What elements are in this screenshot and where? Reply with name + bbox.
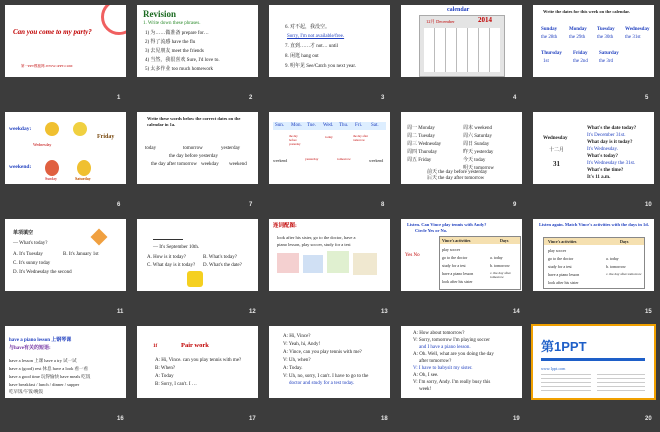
section-label: 1f xyxy=(153,344,158,349)
cartoon-icon xyxy=(45,122,59,136)
table-row: look after his sister xyxy=(442,279,473,284)
weekday-label: weekday: xyxy=(9,126,32,132)
slide-heading: Write these words below the correct dates on the calendar in 1a. xyxy=(147,116,241,127)
table-row: go to the doctor xyxy=(548,256,574,261)
info-block xyxy=(597,374,645,392)
qa-line: What's the date today? xyxy=(587,126,637,131)
slide-number: 19 xyxy=(513,416,520,422)
option: B. It's January 1st xyxy=(63,252,99,257)
slide-number: 9 xyxy=(513,202,517,208)
decorative-ring xyxy=(101,5,126,35)
day-label: Friday xyxy=(573,51,588,56)
dialog-line: V: Yeah, hi, Andy! xyxy=(283,342,321,347)
slide-footer: 第一PPT模板网-WWW.1PPT.COM xyxy=(21,64,73,68)
table-row: play soccer xyxy=(442,247,461,252)
day-label: Wednesday xyxy=(625,27,650,32)
text-line: look after his sister, go to the doctor, have a xyxy=(277,235,356,240)
day-header: Tue. xyxy=(307,123,316,128)
day-header: Sat. xyxy=(371,123,379,128)
slide-6[interactable] xyxy=(5,112,126,184)
option: A. How is it today? xyxy=(147,255,187,260)
dialog-line: A: Today. xyxy=(283,366,303,371)
vocab-row: 周末 weekend xyxy=(463,126,493,131)
cartoon-icon xyxy=(73,122,87,136)
qa-line: It's Wednesday the 31st. xyxy=(587,161,636,166)
dialog-line: A: How about tomorrow? xyxy=(413,331,465,336)
brand-url: www.1ppt.com xyxy=(541,366,566,371)
slide-number: 11 xyxy=(117,309,124,315)
slide-15[interactable] xyxy=(533,219,654,291)
dialog-line: A: Hi, Vince? xyxy=(283,334,311,339)
slide-number: 17 xyxy=(249,416,256,422)
dialog-line: A: Oh, I see. xyxy=(413,373,439,378)
qa-line: It's December 31st. xyxy=(587,133,626,138)
slide-title: have a piano lesson 上钢琴课 xyxy=(9,338,72,343)
picture xyxy=(303,255,323,273)
dialog-line: A: Hi, Vince. can you play tennis with me? xyxy=(155,358,242,363)
slide-heading: Write the dates for this week on the calendar. xyxy=(543,9,630,14)
calendar-month: 12月 December xyxy=(426,19,455,24)
slide-16[interactable] xyxy=(5,326,126,398)
slide-number: 2 xyxy=(249,95,253,101)
table-row: go to the doctor xyxy=(442,255,468,260)
windmill-icon xyxy=(91,229,108,246)
date-value: 1st xyxy=(543,59,549,64)
slide-subheading: Circle Yes or No. xyxy=(415,228,448,233)
vocab-row: 周三 Wednesday xyxy=(407,142,442,147)
day-header: Fri. xyxy=(355,123,363,128)
day-option: c. the day after tomorrow xyxy=(490,271,511,279)
cartoon-icon xyxy=(45,160,59,176)
text-line: Sorry, I'm not available/free. xyxy=(287,34,345,39)
table-row: have a piano lesson xyxy=(442,271,474,276)
option: D. It's Wednesday the second xyxy=(13,270,72,275)
word: the day after tomorrow xyxy=(151,162,197,167)
slide-number: 4 xyxy=(513,95,517,101)
day-option: b. tomorrow xyxy=(606,264,626,269)
picture xyxy=(327,251,349,273)
text-line: piano lesson, play soccer, study for a test xyxy=(277,242,351,247)
day-label: Monday xyxy=(569,27,587,32)
day-label: Tuesday xyxy=(597,27,615,32)
day-option: a. today xyxy=(606,256,619,261)
day-option: a. today xyxy=(490,255,503,260)
qa-line: What's the time? xyxy=(587,168,624,173)
weekend-label: weekend: xyxy=(9,164,32,170)
slide-13[interactable] xyxy=(269,219,390,291)
dialog-line: after tomorrow? xyxy=(419,359,452,364)
date-value: the 29th xyxy=(569,35,586,40)
day-label: Wednesday xyxy=(33,142,52,147)
vocab-row: 周一 Monday xyxy=(407,126,435,131)
phrase-line: 1) 为……做准备 prepare for… xyxy=(145,31,209,36)
qa-line: It's Wednesday. xyxy=(587,147,618,152)
vocab-row: 前天 the day before yesterday xyxy=(427,170,488,175)
day-label: Sunday xyxy=(541,27,558,32)
slide-19[interactable] xyxy=(401,326,522,398)
calendar-label: weekend xyxy=(273,158,288,163)
slide-number: 7 xyxy=(249,202,253,208)
slide-12[interactable] xyxy=(137,219,258,291)
slide-heading: Listen again. Match Vince's activities with the days in 1d. xyxy=(539,222,649,227)
revision-logo: Revision xyxy=(143,9,177,19)
slide-number: 18 xyxy=(381,416,388,422)
slide-heading: 连词配图: xyxy=(273,223,297,229)
day-header: Thu. xyxy=(339,123,349,128)
vocab-row: 昨天 yesterday xyxy=(463,150,494,155)
word: weekend xyxy=(229,162,247,167)
question: — It's September 10th. xyxy=(153,245,200,250)
dialog-line: A: Today xyxy=(155,374,174,379)
calendar-label: tomorrow xyxy=(337,157,351,161)
day-option: c. the day after tomorrow xyxy=(606,272,642,276)
column-header: Vince's activities xyxy=(442,238,471,243)
cartoon-icon xyxy=(77,160,91,176)
dialog-line: doctor and study for a test today. xyxy=(289,381,355,386)
slide-number: 12 xyxy=(249,309,256,315)
slide-17[interactable] xyxy=(137,326,258,398)
vocab-row: 后天 the day after tomorrow xyxy=(427,176,485,181)
slide-3[interactable] xyxy=(269,5,390,77)
table-row: play soccer xyxy=(548,248,567,253)
date-value: the 31st xyxy=(625,35,641,40)
slide-heading: Listen. Can Vince play tennis with Andy? xyxy=(407,222,487,227)
slide-18[interactable] xyxy=(269,326,390,398)
slide-20[interactable] xyxy=(533,326,654,398)
activity-table xyxy=(439,236,521,290)
dialog-line: B: When? xyxy=(155,366,176,371)
slide-4[interactable] xyxy=(401,5,522,77)
yes-no: Yes No xyxy=(405,253,420,258)
qa-line: It's 11 a.m. xyxy=(587,175,611,180)
cartoon-icon xyxy=(187,271,203,287)
dialog-line: B: Sorry, I can't. I … xyxy=(155,382,197,387)
slide-title: Can you come to my party? xyxy=(13,28,92,36)
word: the day before yesterday xyxy=(169,154,219,159)
slide-number: 15 xyxy=(645,309,652,315)
dialog-line: V: Uh, no, sorry, I can't. I have to go to the xyxy=(283,374,369,379)
text-line: 8. 闲逛 hang out xyxy=(285,54,319,59)
day-header: Mon. xyxy=(291,123,302,128)
vocab-row: 周五 Friday xyxy=(407,158,432,163)
text-line: have a lesson 上课 have a try 试一试 xyxy=(9,358,77,363)
option: C. It's sunny today xyxy=(13,261,51,266)
day-label: Friday xyxy=(97,134,115,140)
vocab-row: 明天 tomorrow xyxy=(463,166,494,171)
phrase-line: 5) 太多作业 too much homework xyxy=(145,67,214,72)
day-header: Sun. xyxy=(275,123,285,128)
vocab-row: 今天 today xyxy=(463,158,486,163)
activity-table xyxy=(543,237,645,289)
column-header: Days xyxy=(620,239,629,244)
slide-number: 13 xyxy=(381,309,388,315)
column-header: Vince's activities xyxy=(548,239,577,244)
option: B. What's today? xyxy=(203,255,237,260)
slide-10[interactable] xyxy=(533,112,654,184)
date-value: the 30th xyxy=(597,35,614,40)
date-value: the 2nd xyxy=(573,59,588,64)
slide-heading: 单项填空 xyxy=(13,231,34,236)
brand-logo: 第1PPT xyxy=(541,339,587,354)
calendar-year: 2014 xyxy=(478,16,492,24)
slide-number: 10 xyxy=(645,202,652,208)
text-line: have a good time 玩得愉快 have meals 吃饭 xyxy=(9,374,91,379)
text-line: 6. 对不起，我没空。 xyxy=(285,25,331,30)
text-line: 7. 直到……才 not… until xyxy=(285,44,339,49)
vocab-row: 周六 Saturday xyxy=(463,134,493,139)
slide-7[interactable] xyxy=(137,112,258,184)
info-block xyxy=(541,374,591,392)
day-label: Saturday xyxy=(75,176,91,181)
slide-11[interactable] xyxy=(5,219,126,291)
word: yesterday xyxy=(221,146,241,151)
dialog-line: V: Sorry, tomorrow I'm playing soccer xyxy=(413,338,490,343)
slide-8[interactable] xyxy=(269,112,390,184)
slide-subtitle: 与have有关的短语: xyxy=(9,346,51,351)
brand-bar xyxy=(541,358,645,361)
text-line: 吃早饭/午饭/晚饭 xyxy=(9,389,43,394)
blank-line xyxy=(153,239,183,240)
slide-number: 14 xyxy=(513,309,520,315)
table-row: look after his sister xyxy=(548,280,579,285)
word: tomorrow xyxy=(183,146,203,151)
weekday-text: Wednesday xyxy=(543,136,568,141)
slide-number: 20 xyxy=(645,416,652,422)
qa-line: What day is it today? xyxy=(587,140,633,145)
vocab-row: 周日 Sunday xyxy=(463,142,490,147)
slide-title: Pair work xyxy=(181,342,209,349)
calendar-label: today xyxy=(325,135,333,139)
day-number: 31 xyxy=(553,160,560,168)
vocab-row: 周四 Thursday xyxy=(407,150,438,155)
slide-number: 5 xyxy=(645,95,649,101)
day-option: b. tomorrow xyxy=(490,263,510,268)
calendar-label: weekend xyxy=(369,158,384,163)
picture xyxy=(277,253,299,273)
table-row: study for a test xyxy=(548,264,572,269)
slide-number: 3 xyxy=(381,95,385,101)
dialog-line: week! xyxy=(419,387,432,392)
calendar-label: yesterday xyxy=(305,157,319,161)
slide-14[interactable] xyxy=(401,219,522,291)
dialog-line: V: Uh, when? xyxy=(283,358,311,363)
text-line: have a (good) rest 休息 have a look 看一看 xyxy=(9,366,88,371)
dialog-line: V: I'm sorry, Andy. I'm really busy this xyxy=(413,380,491,385)
slide-number: 6 xyxy=(117,202,121,208)
date-value: the 28th xyxy=(541,35,558,40)
slide-number: 1 xyxy=(117,95,121,101)
picture xyxy=(353,253,377,275)
slide-number: 16 xyxy=(117,416,124,422)
text-line: 9. 明年见 See/Catch you next year. xyxy=(285,64,356,69)
slide-5[interactable] xyxy=(533,5,654,77)
dialog-line: V: I have to babysit my sister. xyxy=(413,366,473,371)
calendar-label: the day after tomorrow xyxy=(353,134,368,142)
word: weekday xyxy=(201,162,219,167)
option: A. It's Tuesday xyxy=(13,252,43,257)
date-value: the 3rd xyxy=(599,59,614,64)
phrase-line: 4) 当然，我很喜欢 Sure, I'd love to. xyxy=(145,58,220,63)
option: C. What day is it today? xyxy=(147,263,196,268)
calendar-title: calendar xyxy=(447,7,470,13)
phrase-line: 3) 去见朋友 meet the friends xyxy=(145,49,204,54)
day-label: Saturday xyxy=(599,51,619,56)
slide-heading: 1. Write down these phrases. xyxy=(143,21,201,26)
slide-number: 8 xyxy=(381,202,385,208)
month-text: 十二月 xyxy=(549,148,565,153)
calendar-graphic xyxy=(419,15,505,77)
word: today xyxy=(145,146,157,151)
day-header: Wed. xyxy=(323,123,334,128)
table-row: study for a test xyxy=(442,263,466,268)
phrase-line: 2) 得了流感 have the flu xyxy=(145,40,196,45)
dialog-line: A: Oh. Well, what are you doing the day xyxy=(413,352,494,357)
slide-9[interactable] xyxy=(401,112,522,184)
table-row: have a piano lesson xyxy=(548,272,580,277)
qa-line: What's today? xyxy=(587,154,618,159)
slide-2[interactable] xyxy=(137,5,258,77)
column-header: Days xyxy=(500,238,509,243)
calendar-grid xyxy=(424,28,500,72)
slide-1[interactable] xyxy=(5,5,126,77)
question: — What's today? xyxy=(13,241,48,246)
day-label: Sunday xyxy=(45,176,57,181)
option: D. What's the date? xyxy=(203,263,242,268)
dialog-line: and I have a piano lesson. xyxy=(419,345,471,350)
day-label: Thursday xyxy=(541,51,562,56)
calendar-label: the day before yesterday xyxy=(289,134,301,146)
text-line: have breakfast / lunch / dinner / supper xyxy=(9,382,80,387)
dialog-line: A: Vince, can you play tennis with me? xyxy=(283,350,362,355)
vocab-row: 周二 Tuesday xyxy=(407,134,436,139)
